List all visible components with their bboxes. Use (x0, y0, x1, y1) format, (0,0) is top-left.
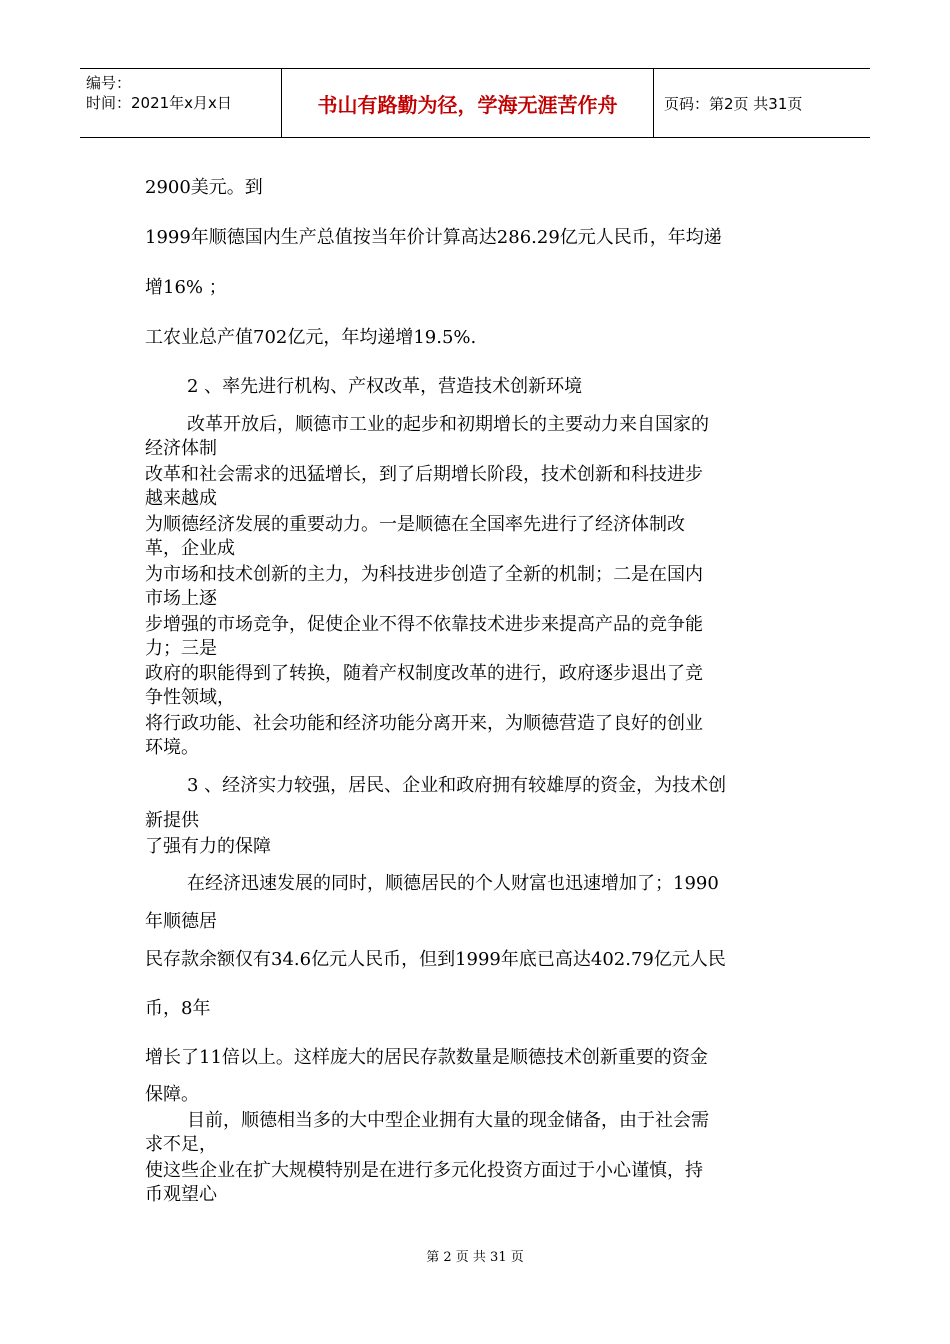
text-line: 在经济迅速发展的同时，顺德居民的个人财富也迅速增加了；1990 (187, 873, 719, 894)
text-line: 了强有力的保障 (145, 836, 271, 857)
text-line: 保障。 (145, 1084, 199, 1105)
document-date-label: 时间：2021年x月x日 (86, 94, 232, 112)
text-line: 改革和社会需求的迅猛增长，到了后期增长阶段，技术创新和科技进步 (145, 464, 703, 485)
page-header (80, 68, 870, 138)
page-footer: 第 2 页 共 31 页 (426, 1250, 524, 1265)
text-line: 将行政功能、社会功能和经济功能分离开来，为顺德营造了良好的创业 (145, 713, 703, 734)
text-line: 环境。 (145, 737, 199, 758)
text-line: 增长了11倍以上。这样庞大的居民存款数量是顺德技术创新重要的资金 (145, 1047, 708, 1068)
header-page-info: 页码：第2页 共31页 (664, 94, 803, 113)
text-line: 争性领域， (145, 687, 235, 708)
text-line: 改革开放后，顺德市工业的起步和初期增长的主要动力来自国家的 (187, 414, 709, 435)
text-line: 增16% ； (145, 277, 227, 298)
text-line: 新提供 (145, 810, 199, 831)
header-motto: 书山有路勤为径，学海无涯苦作舟 (281, 69, 654, 137)
text-line: 市场上逐 (145, 588, 217, 609)
text-line: 力；三是 (145, 638, 217, 659)
text-line: 币观望心 (145, 1184, 217, 1205)
text-line: 目前，顺德相当多的大中型企业拥有大量的现金储备，由于社会需 (187, 1110, 709, 1131)
text-line: 越来越成 (145, 488, 217, 509)
header-meta (80, 69, 281, 137)
text-line: 1999年顺德国内生产总值按当年价计算高达286.29亿元人民币，年均递 (145, 227, 722, 248)
section-heading: 3 、经济实力较强，居民、企业和政府拥有较雄厚的资金，为技术创 (187, 775, 727, 796)
text-line: 使这些企业在扩大规模特别是在进行多元化投资方面过于小心谨慎，持 (145, 1160, 703, 1181)
text-line: 求不足， (145, 1134, 217, 1155)
text-line: 革，企业成 (145, 538, 235, 559)
text-line: 政府的职能得到了转换，随着产权制度改革的进行，政府逐步退出了竞 (145, 663, 703, 684)
text-line: 年顺德居 (145, 911, 217, 932)
text-line: 步增强的市场竞争，促使企业不得不依靠技术进步来提高产品的竞争能 (145, 614, 703, 635)
text-line: 经济体制 (145, 438, 217, 459)
text-line: 为顺德经济发展的重要动力。一是顺德在全国率先进行了经济体制改 (145, 514, 685, 535)
text-line: 民存款余额仅有34.6亿元人民币，但到1999年底已高达402.79亿元人民 (145, 949, 726, 970)
text-line: 币，8年 (145, 998, 211, 1019)
section-heading: 2 、率先进行机构、产权改革，营造技术创新环境 (187, 376, 583, 397)
text-line: 2900美元。到 (145, 177, 263, 198)
text-line: 为市场和技术创新的主力，为科技进步创造了全新的机制；二是在国内 (145, 564, 703, 585)
document-number-label: 编号： (86, 74, 132, 92)
text-line: 工农业总产值702亿元，年均递增19.5%. (145, 327, 477, 348)
